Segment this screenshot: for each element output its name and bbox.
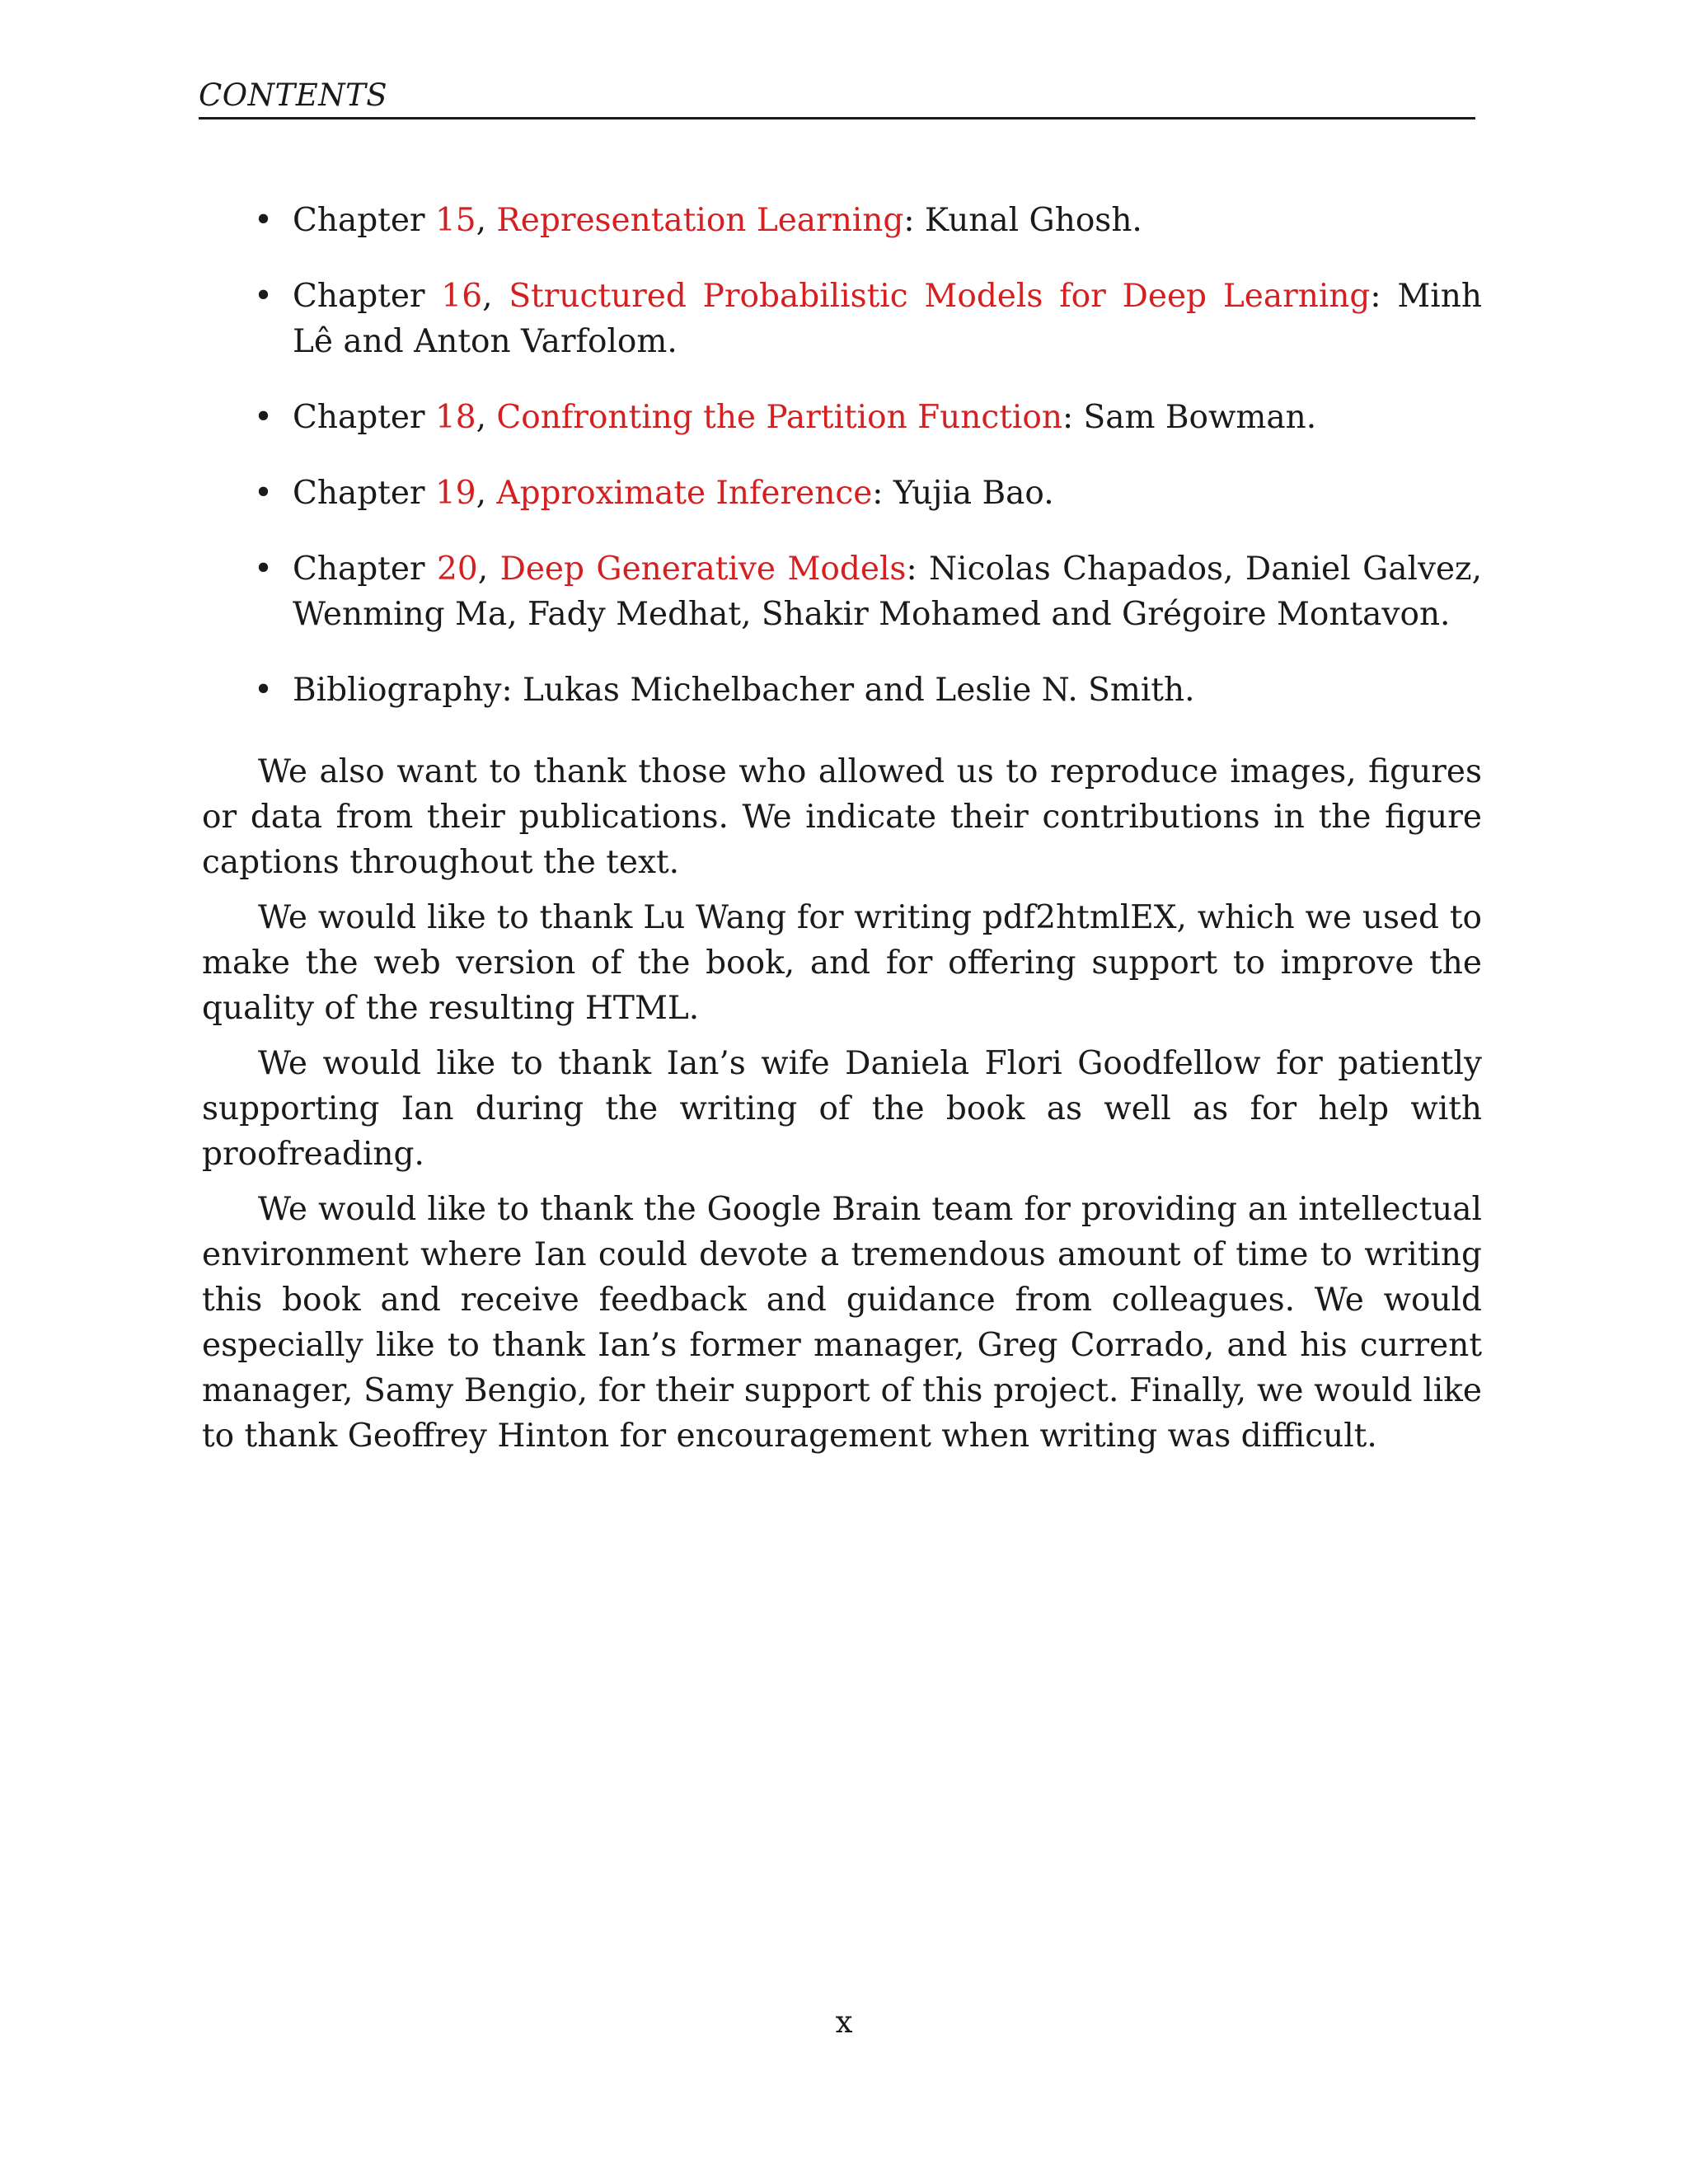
- contributor-names: : Sam Bowman.: [1062, 399, 1317, 436]
- chapter-number-link[interactable]: 18: [434, 399, 476, 436]
- list-item: [202, 395, 1482, 440]
- bullet-icon: •: [254, 202, 274, 239]
- list-item: [202, 546, 1482, 637]
- paragraph: We would like to thank Ian’s wife Daniela Flori Goodfellow for patiently supporting Ian during the writing of the book as well as for help with proofreading.: [202, 1045, 1482, 1173]
- chapter-number-link[interactable]: 15: [434, 202, 476, 239]
- bibliography-text: Bibliography: Lukas Michelbacher and Leslie N. Smith.: [293, 672, 1195, 709]
- contributor-names: : Minh Lê and Anton Varfolom.: [293, 278, 1483, 360]
- chapter-title-link[interactable]: Structured Probabilistic Models for Deep Learning: [509, 278, 1371, 315]
- separator: ,: [477, 551, 500, 588]
- chapter-prefix: Chapter: [293, 202, 435, 239]
- chapter-number-link[interactable]: 19: [434, 475, 476, 512]
- chapter-title-link[interactable]: Approximate Inference: [496, 475, 873, 512]
- list-item-bibliography: [202, 668, 1482, 713]
- bullet-icon: •: [254, 551, 274, 588]
- contributor-list: [202, 198, 1482, 713]
- chapter-title-link[interactable]: Confronting the Partition Function: [496, 399, 1062, 436]
- paragraph: We would like to thank Lu Wang for writing pdf2htmlEX, which we used to make the web version of the book, and for offering support to improve the quality of the resulting HTML.: [202, 899, 1482, 1027]
- separator: ,: [476, 399, 497, 436]
- page-body: [202, 198, 1482, 1469]
- separator: ,: [482, 278, 509, 315]
- bullet-icon: •: [254, 278, 274, 315]
- paragraph: We also want to thank those who allowed us to reproduce images, figures or data from their publications. We indicate their contributions in the figure captions throughout the text.: [202, 753, 1482, 881]
- contributor-names: : Nicolas Chapados, Daniel Galvez, Wenming Ma, Fady Medhat, Shakir Mohamed and Grégoire Montavon.: [293, 551, 1483, 633]
- chapter-number-link[interactable]: 16: [441, 278, 483, 315]
- running-header-title: CONTENTS: [199, 77, 388, 113]
- chapter-prefix: Chapter: [293, 475, 435, 512]
- list-item: [202, 274, 1482, 364]
- paragraph: We would like to thank the Google Brain team for providing an intellectual environment where Ian could devote a tremendous amount of time to writing this book and receive feedback and guidance from colleagues. We would especially like to thank Ian’s former manager, Greg Corrado, and his current manager, Samy Bengio, for their support of this project. Finally, we would like to thank Geoffrey Hinton for encouragement when writing was difficult.: [202, 1191, 1482, 1455]
- header-rule: [199, 117, 1475, 120]
- bullet-icon: •: [254, 672, 274, 709]
- list-item: [202, 471, 1482, 516]
- separator: ,: [476, 475, 497, 512]
- chapter-title-link[interactable]: Deep Generative Models: [499, 551, 907, 588]
- chapter-prefix: Chapter: [293, 278, 442, 315]
- bullet-icon: •: [254, 475, 274, 512]
- chapter-number-link[interactable]: 20: [437, 551, 478, 588]
- chapter-prefix: Chapter: [293, 399, 435, 436]
- list-item: [202, 198, 1482, 243]
- acknowledgement-paragraphs: [202, 749, 1482, 1459]
- contributor-names: : Yujia Bao.: [872, 475, 1054, 512]
- chapter-title-link[interactable]: Representation Learning: [496, 202, 904, 239]
- contributor-names: : Kunal Ghosh.: [903, 202, 1142, 239]
- bullet-icon: •: [254, 399, 274, 436]
- page-number: x: [835, 2004, 853, 2040]
- chapter-prefix: Chapter: [293, 551, 438, 588]
- separator: ,: [476, 202, 497, 239]
